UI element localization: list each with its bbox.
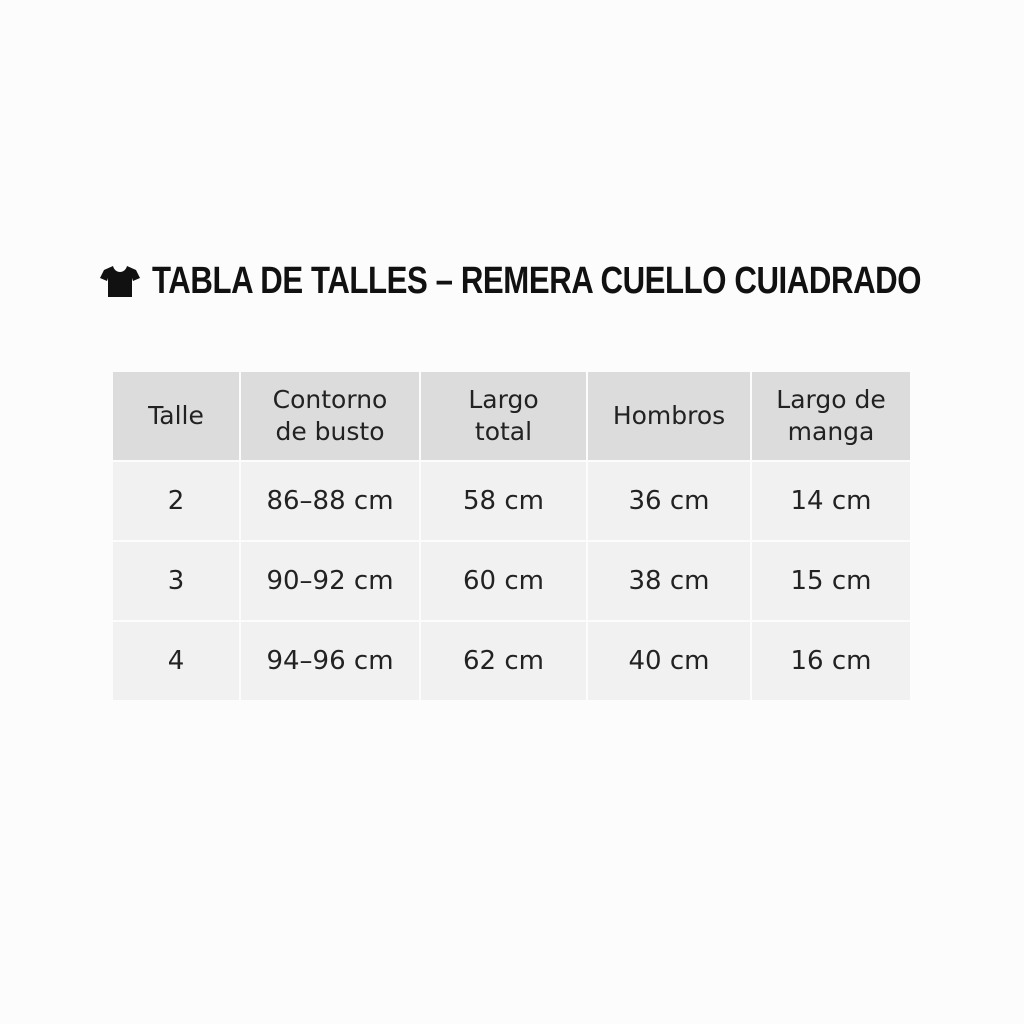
- header-label: manga: [787, 417, 875, 446]
- header-label: Contorno: [272, 385, 388, 414]
- header-label: Largo de: [776, 385, 886, 414]
- table-header-row: [113, 372, 910, 460]
- cell-hombros: 36 cm: [588, 462, 750, 540]
- header-label: Hombros: [612, 401, 726, 430]
- header-largo-total: [421, 372, 586, 460]
- header-talle: [113, 372, 239, 460]
- table-row: [113, 542, 910, 620]
- header-label: total: [474, 417, 533, 446]
- cell-largo-manga: 16 cm: [752, 622, 910, 700]
- cell-contorno-busto: 94–96 cm: [241, 622, 419, 700]
- header-largo-manga: [752, 372, 910, 460]
- header-hombros: [588, 372, 750, 460]
- header-label: Largo: [468, 385, 539, 414]
- cell-talle: 2: [113, 462, 239, 540]
- header-label: de busto: [275, 417, 385, 446]
- cell-contorno-busto: 86–88 cm: [241, 462, 419, 540]
- table-row: [113, 462, 910, 540]
- page-title: TABLA DE TALLES – REMERA CUELLO CUIADRADO: [152, 259, 922, 302]
- cell-contorno-busto: 90–92 cm: [241, 542, 419, 620]
- tshirt-icon: [100, 264, 140, 298]
- cell-largo-total: 58 cm: [421, 462, 586, 540]
- cell-largo-manga: 15 cm: [752, 542, 910, 620]
- table-row: [113, 622, 910, 700]
- header-contorno-busto: [241, 372, 419, 460]
- size-table: [111, 370, 912, 702]
- cell-largo-total: 62 cm: [421, 622, 586, 700]
- cell-largo-total: 60 cm: [421, 542, 586, 620]
- header-label: Talle: [148, 401, 204, 430]
- cell-talle: 4: [113, 622, 239, 700]
- title-row: [100, 256, 1024, 306]
- cell-hombros: 40 cm: [588, 622, 750, 700]
- cell-hombros: 38 cm: [588, 542, 750, 620]
- cell-largo-manga: 14 cm: [752, 462, 910, 540]
- cell-talle: 3: [113, 542, 239, 620]
